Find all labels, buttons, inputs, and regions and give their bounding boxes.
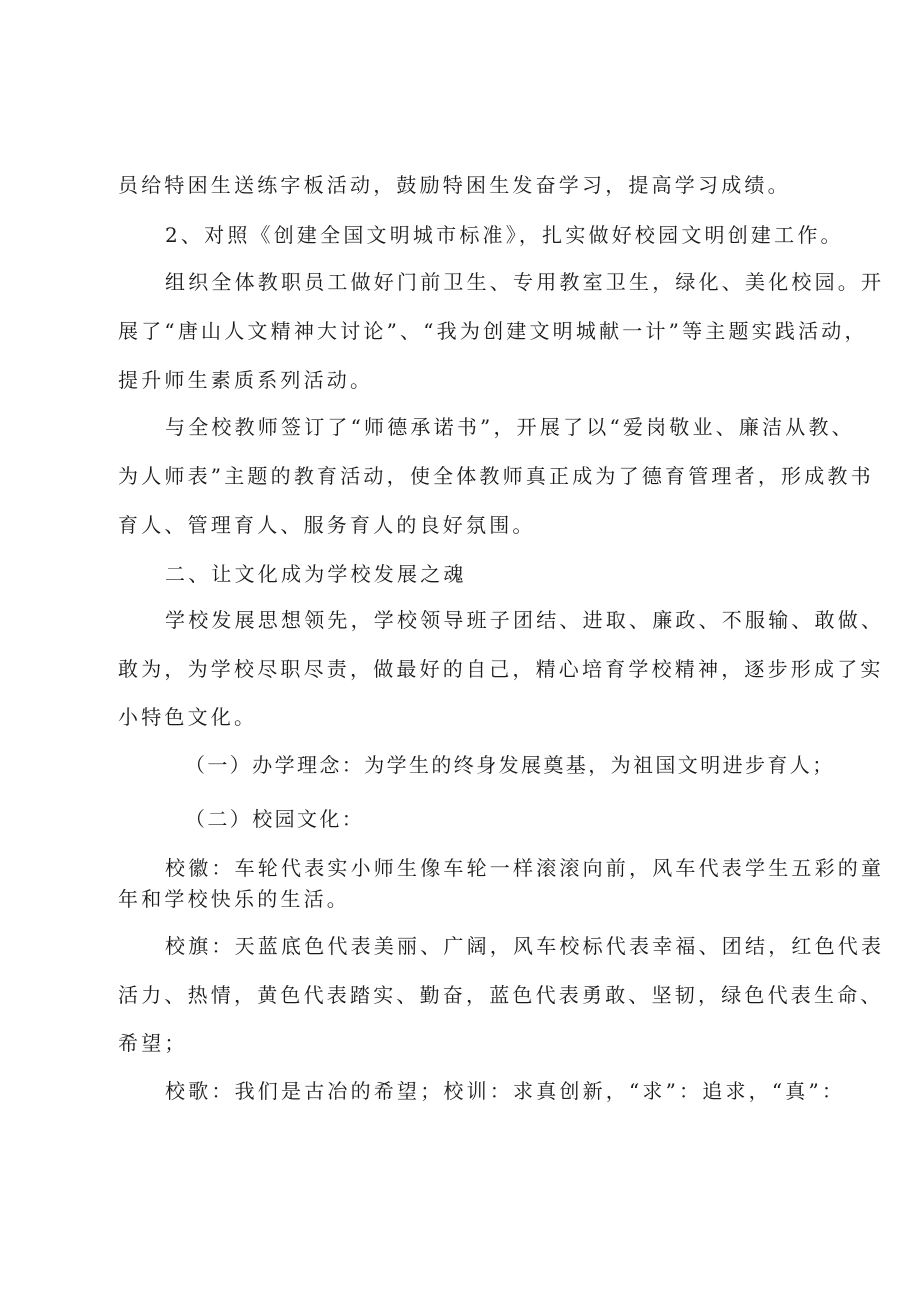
- text-line-11: 敢为，为学校尽职尽责，做最好的自己，精心培育学校精神，逐步形成了实: [118, 657, 884, 681]
- text-line-14: （二）校园文化：: [185, 807, 365, 831]
- text-line-16: 年和学校快乐的生活。: [118, 887, 350, 911]
- text-line-17: 校旗：天蓝底色代表美丽、广阔，风车校标代表幸福、团结，红色代表: [165, 934, 885, 958]
- text-line-3: 组织全体教职员工做好门前卫生、专用教室卫生，绿化、美化校园。开: [165, 270, 885, 294]
- text-line-20: 校歌：我们是古冶的希望；校训：求真创新，“求”：追求，“真”：: [165, 1079, 846, 1103]
- text-line-19: 希望；: [118, 1031, 188, 1055]
- text-line-12: 小特色文化。: [118, 705, 258, 729]
- text-line-10: 学校发展思想领先，学校领导班子团结、进取、廉政、不服输、敢做、: [165, 608, 885, 632]
- text-line-1: 员给特困生送练字板活动，鼓励特困生发奋学习，提高学习成绩。: [118, 173, 791, 197]
- section-heading: 二、让文化成为学校发展之魂: [165, 562, 467, 586]
- text-line-2: 2、对照《创建全国文明城市标准》，扎实做好校园文明创建工作。: [165, 223, 844, 247]
- text-line-6: 与全校教师签订了“师德承诺书”，开展了以“爱岗敬业、廉洁从教、: [165, 415, 855, 439]
- text-line-13: （一）办学理念：为学生的终身发展奠基，为祖国文明进步育人；: [185, 753, 835, 777]
- text-line-7: 为人师表”主题的教育活动，使全体教师真正成为了德育管理者，形成教书: [118, 464, 874, 488]
- text-line-18: 活力、热情，黄色代表踏实、勤奋，蓝色代表勇敢、坚韧，绿色代表生命、: [118, 983, 884, 1007]
- text-line-4: 展了“唐山人文精神大讨论”、“我为创建文明城献一计”等主题实践活动，: [118, 319, 868, 343]
- text-line-8: 育人、管理育人、服务育人的良好氛围。: [118, 513, 536, 537]
- text-line-15: 校徽：车轮代表实小师生像车轮一样滚滚向前，风车代表学生五彩的童: [165, 856, 885, 880]
- text-line-5: 提升师生素质系列活动。: [118, 368, 374, 392]
